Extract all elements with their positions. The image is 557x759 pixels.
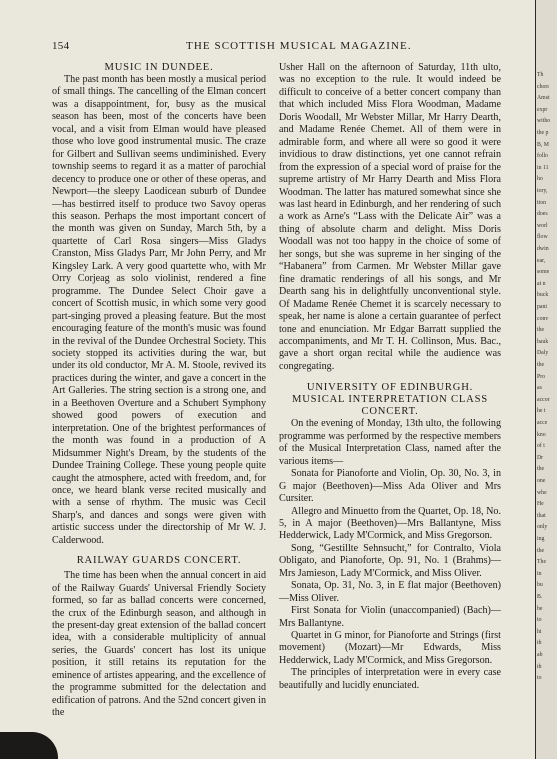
right-column (279, 62, 501, 692)
facing-page-fragment: kno (537, 431, 546, 438)
facing-page-fragment: ab (537, 652, 543, 658)
facing-page-fragment: acce (537, 420, 548, 426)
edinburgh-intro: On the evening of Monday, 13th ulto, the following programme was performed by the respective members of the Musical Interpretation Class, named after the various items— (279, 418, 501, 467)
facing-page-fragment: be (537, 605, 543, 612)
facing-page-edge (536, 0, 557, 759)
facing-page-fragment: Amst (537, 95, 550, 102)
facing-page-fragment: ear, (537, 257, 546, 264)
facing-page-fragment: th (537, 640, 542, 647)
facing-page-fragment: in (537, 570, 542, 577)
edinburgh-heading-line3: CONCERT. (361, 406, 419, 418)
facing-page-fragment: Dr (537, 454, 544, 461)
facing-page-fragment: that (537, 512, 546, 519)
facing-page-fragment: at n (537, 280, 546, 287)
left-column (52, 62, 266, 720)
facing-page-fragment: B, M (537, 141, 549, 148)
facing-page-fragment: tory, (537, 188, 548, 194)
programme-item: First Sonata for Violin (unaccompanied) (Bach)—Mrs Ballantyne. (279, 605, 501, 629)
page-number: 154 (52, 40, 70, 52)
programme-item: Sonata, Op. 31, No. 3, in E flat major (Beethoven)—Miss Oliver. (279, 580, 501, 604)
facing-page-fragment: expr (537, 106, 548, 113)
facing-page-fragment: bauk (537, 338, 549, 345)
facing-page-fragment: He (537, 501, 544, 508)
facing-page-fragment: tion (537, 199, 547, 206)
programme-item: Sonata for Pianoforte and Violin, Op. 30, No. 3, in G major (Beethoven)—Miss Ada Oliver and Mrs Cursiter. (279, 468, 501, 505)
facing-page-fragment: to (537, 617, 542, 624)
dundee-paragraph: The past month has been mostly a musical period of small things. The cancelling of the Elman concert was a disappointment, for, busy as the musical season has been, most of the concerts have been vocal, and a visit from Elman would have pleased those who love good instrumental music. The craze for Gilbert and Sullivan seems undiminished. Every township seems to regard it as a matter of parochial decency to produce one or other of these operas, and Newport—the sleepy Laodicean suburb of Dundee—has bestirred itself to produce two Savoy operas this season. Perhaps the most important concert of the month was given on Sunday, March 5th, by a quartette of Carl Rosa singers—Miss Gladys Cranston, Miss Gladys Parr, Mr John Perry, and Mr Kingsley Lark. A very good quartette who, with Mr Orry Corjeag as solo violinist, rendered a fine programme. The Dundee Select Choir gave a concert of Scottish music, in which some very good part-singing proved a pleasing feature. But the most encouraging feature of the month's music was found in the revival of the Dundee Orchestral Society. This society stopped its activities during the war, but under its old conductor, Mr A. M. Stoole, revived its practices during the winter, and gave a concert in the Art Galleries. The string section is a strong one, and in a Beethoven Overture and a Schubert Symphony showed good powers of execution and interpretation. One of the brightest performances of the month was found in a production of A Midsummer Night's Dream, by the students of the Dundee Training College. These young people quite caught the atmosphere, acted with freedom, and, for once, we heard blank verse recited musically and with a sense of rhythm. The music was Cecil Sharp's, and dances and songs were given with artistic success under the directorship of Mr W. J. Calderwood. (52, 74, 266, 546)
facing-page-fragment: ho (537, 176, 543, 183)
facing-page-fragment: the (537, 362, 545, 368)
edinburgh-heading-line2: MUSICAL INTERPRETATION CLASS (292, 394, 488, 406)
facing-page-fragment: bu (537, 582, 543, 589)
facing-page-fragment: the (537, 547, 545, 554)
edinburgh-heading-line1: UNIVERSITY OF EDINBURGH. (306, 382, 474, 394)
facing-page-fragment: worl (537, 222, 548, 229)
facing-page-fragment: pani (537, 304, 547, 310)
facing-page-fragment: chorı (537, 83, 549, 90)
facing-page-fragment: Daly (537, 350, 549, 357)
facing-page-fragment: hi (537, 628, 542, 635)
facing-page-fragment: the (537, 327, 545, 334)
facing-page-fragment: does (537, 211, 548, 218)
facing-page-fragment: B. (537, 594, 543, 600)
facing-page-fragment: witho (537, 118, 551, 125)
facing-page-fragment: accor (537, 396, 550, 403)
railway-paragraph-a: The time has been when the annual concert in aid of the Railway Guards' Universal Friendly Society formed, so far as ballad concerts were concerned, the crux of the Edinburgh season, and although in the present-day great extension of the ballad concert idea, with a considerable multiplicity of annual series, the Guards' concert has lost its unique position, it still retains its reputation for the eminence of artistes appearing, and the excellence of the programme submitted for the delectation and edification of patrons. And the 52nd concert given in the (52, 570, 266, 719)
dundee-heading: MUSIC IN DUNDEE. (104, 62, 214, 73)
facing-page-fragment: to (537, 675, 542, 682)
programme-item: Quartet in G minor, for Pianoforte and Strings (first movement) (Mozart)—Mr Edwards, Miss Hedderwick, Lady M'Cormick, and Miss Gregorson. (279, 630, 501, 666)
facing-page-fragment: Pro (537, 373, 546, 380)
facing-page-fragment: the (537, 466, 545, 473)
facing-page-fragment: of t (537, 443, 545, 450)
facing-page-fragment: buck (537, 292, 549, 299)
facing-page-fragment: follo (537, 153, 548, 160)
railway-heading: RAILWAY GUARDS CONCERT. (76, 555, 242, 567)
facing-page-fragment: dwin (537, 246, 549, 252)
facing-page-fragment: as (537, 385, 542, 392)
facing-page-fragment: The (537, 559, 547, 566)
facing-page-fragment: one (537, 478, 546, 484)
facing-page-fragment: flow (537, 234, 548, 241)
facing-page-fragment: conv (537, 315, 549, 322)
facing-page-fragment: in 11 (537, 164, 549, 171)
facing-page-fragment: some (537, 269, 550, 276)
facing-page-fragment: Th (537, 72, 544, 78)
magazine-title: THE SCOTTISH MUSICAL MAGAZINE. (186, 40, 412, 52)
facing-page-fragment: whe (537, 489, 547, 496)
programme-item: Song, “Gestillte Sehnsucht,” for Contralto, Viola Obligato, and Pianoforte, Op. 91, No. 1 (Brahms)—Mrs Jamieson, Lady M'Cormick, and Miss Oliver. (279, 542, 501, 579)
facing-page-fragment: he t (537, 408, 546, 415)
railway-paragraph-b: Usher Hall on the afternoon of Saturday, 11th ulto, was no exception to the rule. It would indeed be difficult to conceive of a better concert company than that which included Miss Flora Woodman, Madame Doris Woodall, Mr Webster Millar, Mr Harry Dearth, and Madame Renée Chemet. All of them were in admirable form, and where all were so good it were invidious to draw distinctions, yet one cannot refrain from the expression of a special word of praise for the supreme artistry of Mr Harry Dearth and Miss Flora Woodman. The latter has matured somewhat since she was last heard in Edinburgh, and her rendering of such a work as Arne's “Lass with the Delicate Air” was a thing of absolute charm and delight. Miss Doris Woodall was not too happy in the choice of some of her songs, but she was supreme in her singing of the “Habanera” from Carmen. Mr Webster Millar gave fine dramatic renderings of all his songs, and Mr Dearth sang his in delightfully unconventional style. Of Madame Renée Chemet it is scarcely necessary to speak, her name is alone a certain guarantee of perfect tone and enunciation. Mr Edgar Barratt supplied the accompaniments, and Mr T. H. Collinson, Mus. Bac., gave a short organ recital while the audience was congregating. (279, 62, 501, 372)
edinburgh-closing: The principles of interpretation were in every case beautifully and lucidly enunciated. (279, 667, 501, 691)
facing-page-fragment: only (537, 524, 548, 531)
facing-page-fragment: th (537, 663, 542, 670)
programme-item: Allegro and Minuetto from the Quartet, Op. 18, No. 5, in A major (Beethoven)—Mrs Ballantyne, Miss Hedderwick, Lady M'Cormick, and Miss Gregorson. (279, 505, 501, 542)
facing-page-fragment: the p (537, 130, 549, 136)
facing-page-fragment: ing (537, 536, 545, 542)
